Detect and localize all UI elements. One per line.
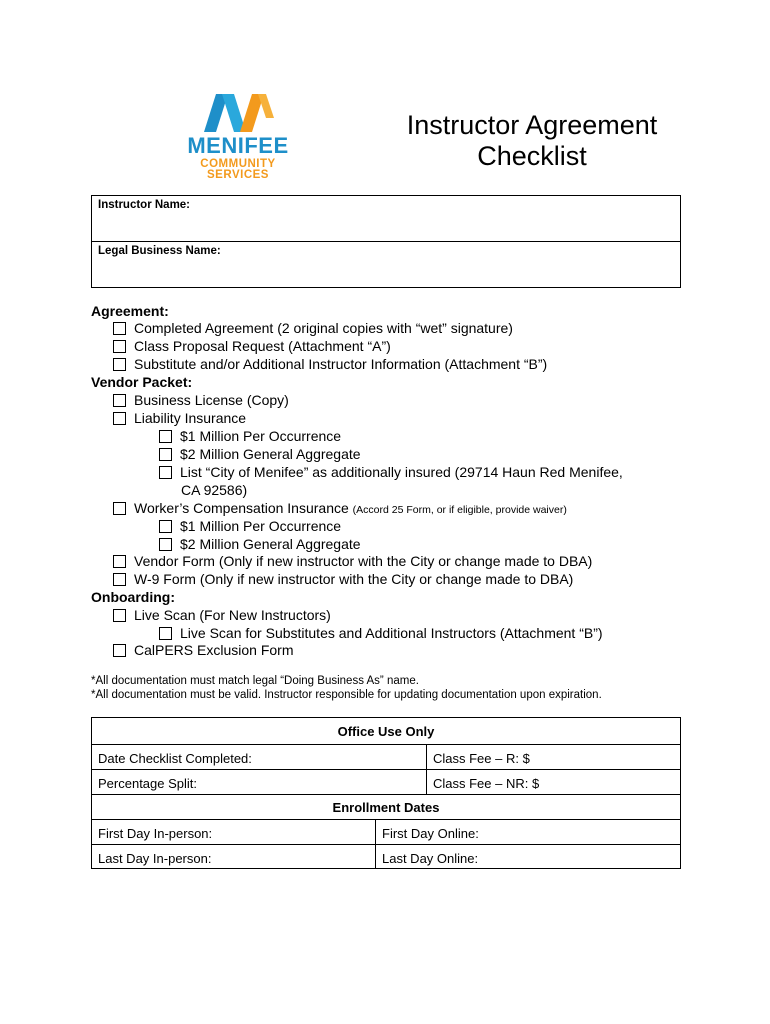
checkbox[interactable] [113, 502, 126, 515]
logo-sub-line1: COMMUNITY [200, 158, 276, 170]
checkbox[interactable] [113, 555, 126, 568]
instructor-name-field[interactable] [92, 196, 680, 242]
checkbox[interactable] [113, 358, 126, 371]
checklist-subitem-workers-aggregate[interactable]: $2 Million General Aggregate [159, 536, 361, 553]
checkbox[interactable] [113, 394, 126, 407]
checklist-item-completed-agreement[interactable]: Completed Agreement (2 original copies with “wet” signature) [113, 320, 513, 337]
class-fee-r-field[interactable]: Class Fee – R: $ [433, 751, 530, 766]
checklist-item-vendor-form[interactable]: Vendor Form (Only if new instructor with the City or change made to DBA) [113, 553, 592, 570]
checkbox[interactable] [159, 448, 172, 461]
onboarding-heading: Onboarding: [91, 589, 175, 605]
logo-subtitle [182, 159, 294, 181]
checklist-item-liability-insurance[interactable]: Liability Insurance [113, 410, 246, 427]
menifee-logo [182, 88, 294, 184]
checklist-item-class-proposal[interactable]: Class Proposal Request (Attachment “A”) [113, 338, 391, 355]
checklist-item-substitute-info[interactable]: Substitute and/or Additional Instructor Information (Attachment “B”) [113, 356, 547, 373]
enrollment-dates-heading-row [92, 795, 680, 820]
checkbox[interactable] [113, 609, 126, 622]
instructor-info-box [91, 195, 681, 288]
checklist-subitem-liability-occurrence[interactable]: $1 Million Per Occurrence [159, 428, 341, 445]
last-day-online-field[interactable]: Last Day Online: [382, 851, 479, 866]
checklist-item-business-license[interactable]: Business License (Copy) [113, 392, 289, 409]
checkbox[interactable] [159, 627, 172, 640]
last-day-inperson-field[interactable]: Last Day In-person: [98, 851, 212, 866]
note-dba: *All documentation must match legal “Doing Business As” name. [91, 675, 419, 687]
office-row-date-fee [92, 745, 680, 770]
legal-business-name-label: Legal Business Name: [98, 245, 221, 257]
additionally-insured-continued: CA 92586) [181, 482, 248, 498]
logo-sub-line2: SERVICES [207, 169, 269, 181]
date-checklist-completed-field[interactable]: Date Checklist Completed: [98, 751, 252, 766]
vendor-packet-heading: Vendor Packet: [91, 374, 193, 390]
title-line2: Checklist [477, 141, 587, 171]
first-day-inperson-field[interactable]: First Day In-person: [98, 826, 213, 841]
workers-comp-note: (Accord 25 Form, or if eligible, provide waiver) [352, 504, 567, 516]
checklist-item-w9-form[interactable]: W-9 Form (Only if new instructor with the City or change made to DBA) [113, 571, 573, 588]
legal-business-name-field[interactable] [92, 242, 680, 287]
title-line1: Instructor Agreement [406, 110, 658, 140]
class-fee-nr-field[interactable]: Class Fee – NR: $ [433, 776, 540, 791]
office-row-first-day [92, 820, 680, 845]
checkbox[interactable] [113, 340, 126, 353]
checkbox[interactable] [159, 466, 172, 479]
checklist-subitem-live-scan-substitutes[interactable]: Live Scan for Substitutes and Additional Instructors (Attachment “B”) [159, 625, 603, 642]
checkbox[interactable] [113, 573, 126, 586]
instructor-name-label: Instructor Name: [98, 199, 191, 211]
percentage-split-field[interactable]: Percentage Split: [98, 776, 198, 791]
checklist-item-workers-comp[interactable]: Worker’s Compensation Insurance (Accord 25 Form, or if eligible, provide waiver) [113, 500, 567, 519]
checklist-subitem-additionally-insured[interactable]: List “City of Menifee” as additionally insured (29714 Haun Red Menifee, [159, 464, 623, 481]
checklist-subitem-workers-occurrence[interactable]: $1 Million Per Occurrence [159, 518, 341, 535]
checkbox[interactable] [113, 412, 126, 425]
office-use-table [91, 717, 681, 869]
enrollment-dates-heading: Enrollment Dates [332, 800, 440, 815]
office-use-heading: Office Use Only [337, 724, 435, 739]
agreement-heading: Agreement: [91, 303, 169, 319]
first-day-online-field[interactable]: First Day Online: [382, 826, 479, 841]
page-title [392, 110, 672, 172]
checklist-item-live-scan[interactable]: Live Scan (For New Instructors) [113, 607, 331, 624]
checkbox[interactable] [113, 322, 126, 335]
logo-name: MENIFEE [187, 133, 289, 158]
checklist-item-calpers[interactable]: CalPERS Exclusion Form [113, 642, 294, 659]
checkbox[interactable] [113, 644, 126, 657]
checkbox[interactable] [159, 520, 172, 533]
menifee-m-logo-icon [200, 88, 278, 132]
office-row-split-fee [92, 770, 680, 795]
office-use-heading-row [92, 718, 680, 745]
office-row-last-day [92, 845, 680, 868]
checkbox[interactable] [159, 538, 172, 551]
checkbox[interactable] [159, 430, 172, 443]
checklist-subitem-liability-aggregate[interactable]: $2 Million General Aggregate [159, 446, 361, 463]
note-valid: *All documentation must be valid. Instructor responsible for updating documentation upon expiration. [91, 689, 602, 701]
